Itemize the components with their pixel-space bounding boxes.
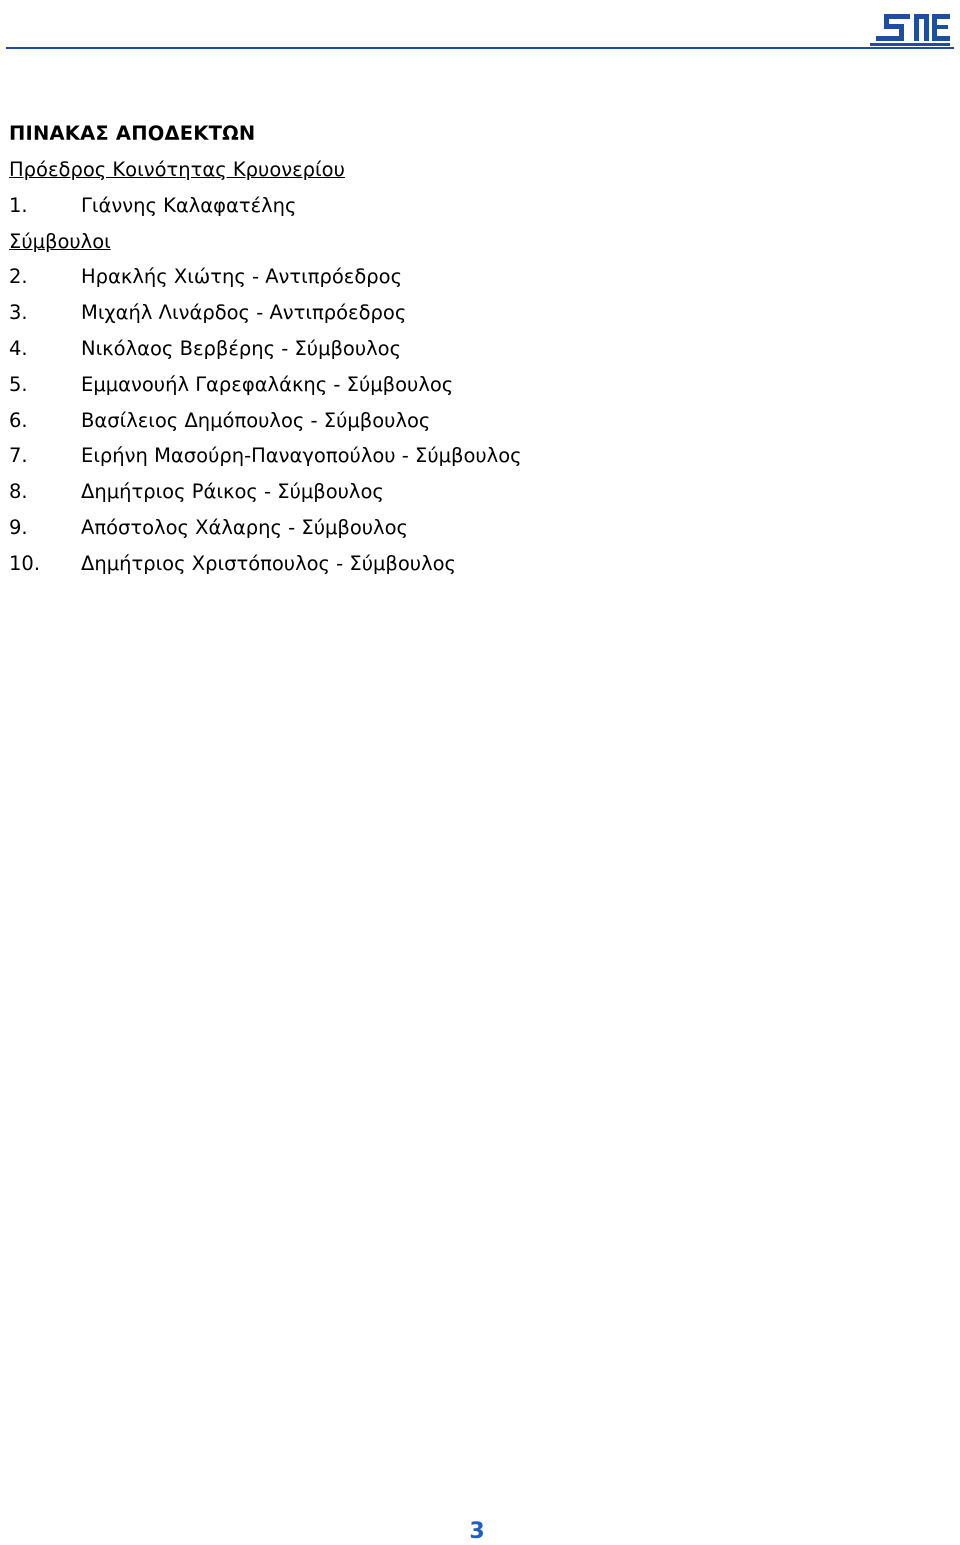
item-number: 1. [9,193,28,217]
list-item [9,194,909,218]
list-item [9,301,909,325]
list-item [9,480,909,504]
item-text: Βασίλειος Δημόπουλος - Σύμβουλος [81,408,431,432]
item-text: Γιάννης Καλαφατέλης [81,193,297,217]
header-rule [6,47,954,49]
item-number: 7. [9,444,28,468]
item-number: 9. [9,515,28,539]
item-number: 8. [9,480,28,504]
list-item [9,373,909,397]
item-number: 2. [9,265,28,289]
item-text: Εμμανουήλ Γαρεφαλάκης - Σύμβουλος [81,372,454,396]
list-item [9,337,909,361]
item-text: Ειρήνη Μασούρη-Παναγοπούλου - Σύμβουλος [81,444,522,468]
item-text: Δημήτριος Ράικος - Σύμβουλος [81,480,384,504]
list-item [9,444,909,468]
document-title: ΠΙΝΑΚΑΣ ΑΠΟΔΕΚΤΩΝ [9,122,256,145]
section-heading-president: Πρόεδρος Κοινότητας Κρυονερίου [9,158,345,181]
item-number: 4. [9,336,28,360]
item-number: 3. [9,301,28,325]
list-item [9,409,909,433]
item-number: 10. [9,551,41,575]
list-item [9,516,909,540]
item-number: 6. [9,408,28,432]
item-text: Απόστολος Χάλαρης - Σύμβουλος [81,515,408,539]
item-text: Ηρακλής Χιώτης - Αντιπρόεδρος [81,265,403,289]
section-heading-councillors: Σύμβουλοι [9,229,111,253]
item-text: Δημήτριος Χριστόπουλος - Σύμβουλος [81,551,457,575]
item-text: Μιχαήλ Λινάρδος - Αντιπρόεδρος [81,301,407,325]
list-item [9,265,909,289]
list-item [9,552,909,576]
item-text: Νικόλαος Βερβέρης - Σύμβουλος [81,336,402,360]
recipients-list [9,122,909,588]
item-number: 5. [9,372,28,396]
company-logo [868,12,952,48]
page-number [0,1519,960,1544]
page-number-text: 3 [469,1519,485,1544]
